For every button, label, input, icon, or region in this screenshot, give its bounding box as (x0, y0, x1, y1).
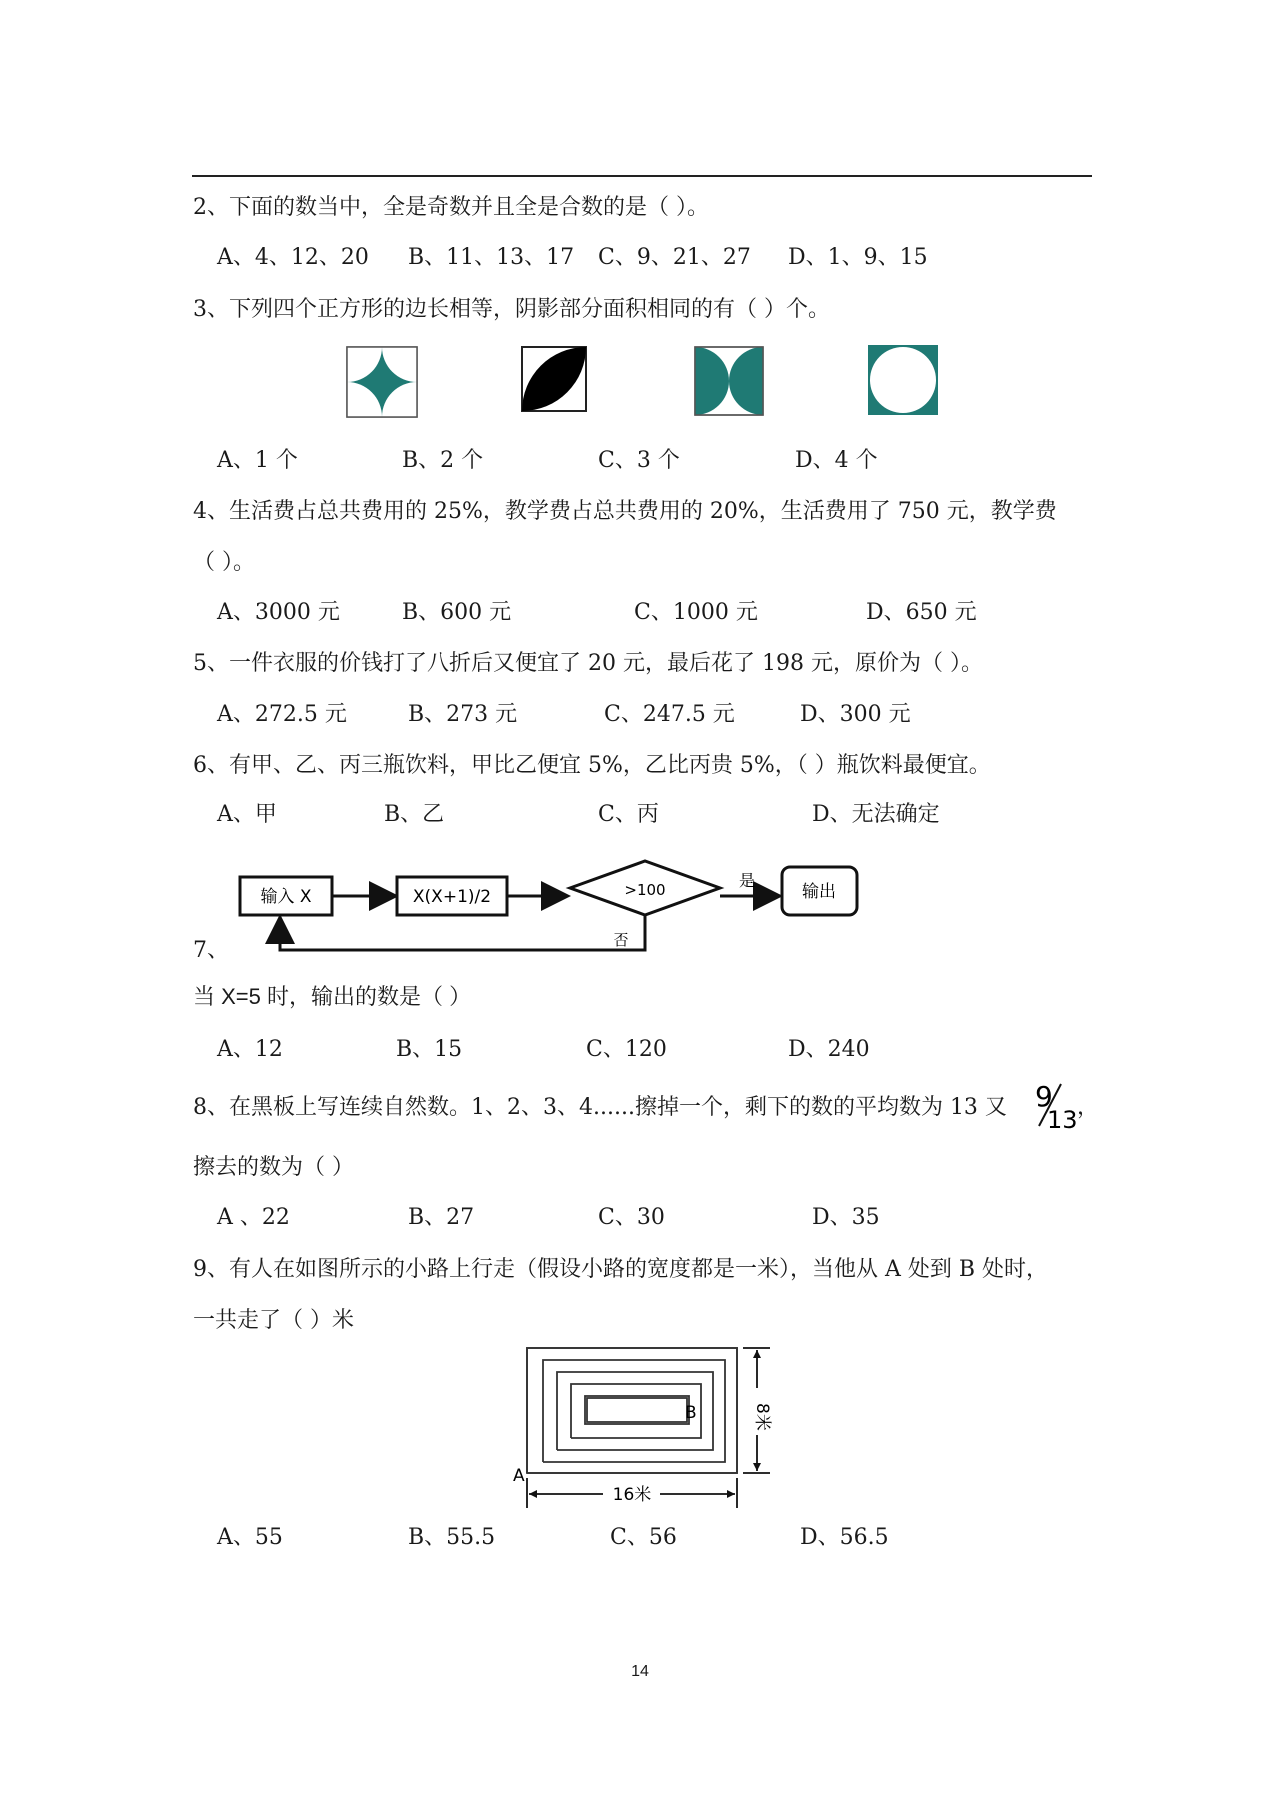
q4-stem-line2: （ ）。 (193, 550, 255, 575)
q9-point-a: A (513, 1466, 525, 1486)
q9-width-label: 16米 (612, 1485, 652, 1505)
q9-option-c: C、56 (610, 1525, 677, 1550)
q8-frac-numerator: 9 (1035, 1080, 1053, 1113)
flow-loop-arrow (280, 915, 645, 950)
q6-stem: 6、有甲、乙、丙三瓶饮料，甲比乙便宜 5%，乙比丙贵 5%，（ ）瓶饮料最便宜。 (193, 753, 991, 778)
q5-option-c: C、247.5 元 (604, 702, 735, 727)
q9-stem-line2: 一共走了（ ）米 (193, 1308, 354, 1333)
q6-option-a: A、甲 (217, 802, 277, 827)
q9-point-b: B (685, 1403, 697, 1423)
q5-option-d: D、300 元 (800, 702, 911, 727)
q8-frac-denominator: 13 (1047, 1106, 1078, 1132)
q3-stem: 3、下列四个正方形的边长相等，阴影部分面积相同的有（ ）个。 (193, 297, 830, 322)
flow-yes-label: 是 (738, 871, 756, 890)
q7-option-d: D、240 (788, 1037, 870, 1062)
q2-option-d: D、1、9、15 (788, 245, 928, 270)
q3-option-d: D、4 个 (795, 448, 878, 473)
q9-height-label: 8米 (752, 1403, 772, 1431)
q9-option-b: B、55.5 (408, 1525, 496, 1550)
q2-option-b: B、11、13、17 (408, 245, 575, 270)
q7-option-b: B、15 (396, 1037, 463, 1062)
q9-path-figure (505, 1340, 790, 1515)
q6-option-c: C、丙 (598, 802, 659, 827)
flow-input-label: 输入 X (260, 887, 312, 907)
q8-stem-text: 8、在黑板上写连续自然数。1、2、3、4......擦掉一个，剩下的数的平均数为 13 又 (193, 1095, 1007, 1120)
q3-square-1 (347, 347, 417, 417)
q4-option-d: D、650 元 (866, 600, 977, 625)
q4-option-c: C、1000 元 (634, 600, 758, 625)
q8-option-d: D、35 (812, 1205, 880, 1230)
q3-square-3 (695, 347, 763, 415)
q5-stem: 5、一件衣服的价钱打了八折后又便宜了 20 元，最后花了 198 元，原价为（ ）。 (193, 651, 983, 676)
q8-option-b: B、27 (408, 1205, 475, 1230)
q7-stem: 当 X=5 时，输出的数是（ ） (193, 984, 472, 1009)
flow-output-label: 输出 (802, 882, 836, 902)
q9-option-a: A、55 (217, 1525, 283, 1550)
flow-no-label: 否 (613, 931, 629, 949)
q3-option-c: C、3 个 (598, 448, 680, 473)
q4-stem-line1: 4、生活费占总共费用的 25%，教学费占总共费用的 20%，生活费用了 750 元，教学费 (193, 499, 1057, 524)
q7-flowchart (225, 855, 875, 965)
q2-option-a: A、4、12、20 (217, 245, 369, 270)
flow-formula-label: X(X+1)/2 (412, 887, 492, 907)
q8-stem-line2: 擦去的数为（ ） (193, 1155, 354, 1180)
page-number: 14 (631, 1663, 649, 1680)
q6-option-d: D、无法确定 (812, 802, 940, 827)
header-rule (192, 175, 1092, 177)
q9-option-d: D、56.5 (800, 1525, 889, 1550)
q5-option-b: B、273 元 (408, 702, 518, 727)
q7-number: 7、 (193, 938, 229, 963)
q3-squares-figure (340, 340, 960, 425)
q3-square-2 (522, 347, 586, 411)
q4-option-a: A、3000 元 (217, 600, 340, 625)
q5-option-a: A、272.5 元 (217, 702, 347, 727)
q8-comma: ， (1077, 1095, 1100, 1120)
q8-stem (193, 1090, 1007, 1121)
q3-option-a: A、1 个 (217, 448, 298, 473)
q2-stem: 2、下面的数当中，全是奇数并且全是合数的是（ ）。 (193, 195, 709, 220)
q4-option-b: B、600 元 (402, 600, 512, 625)
q7-option-a: A、12 (217, 1037, 283, 1062)
q6-option-b: B、乙 (384, 802, 445, 827)
q3-square-4 (868, 345, 938, 415)
q2-option-c: C、9、21、27 (598, 245, 751, 270)
flow-condition-label: >100 (624, 881, 666, 899)
q3-option-b: B、2 个 (402, 448, 484, 473)
q9-stem-line1: 9、有人在如图所示的小路上行走（假设小路的宽度都是一米），当他从 A 处到 B 处时， (193, 1257, 1049, 1282)
q8-option-c: C、30 (598, 1205, 665, 1230)
q7-option-c: C、120 (586, 1037, 667, 1062)
q8-option-a: A 、22 (217, 1205, 290, 1230)
